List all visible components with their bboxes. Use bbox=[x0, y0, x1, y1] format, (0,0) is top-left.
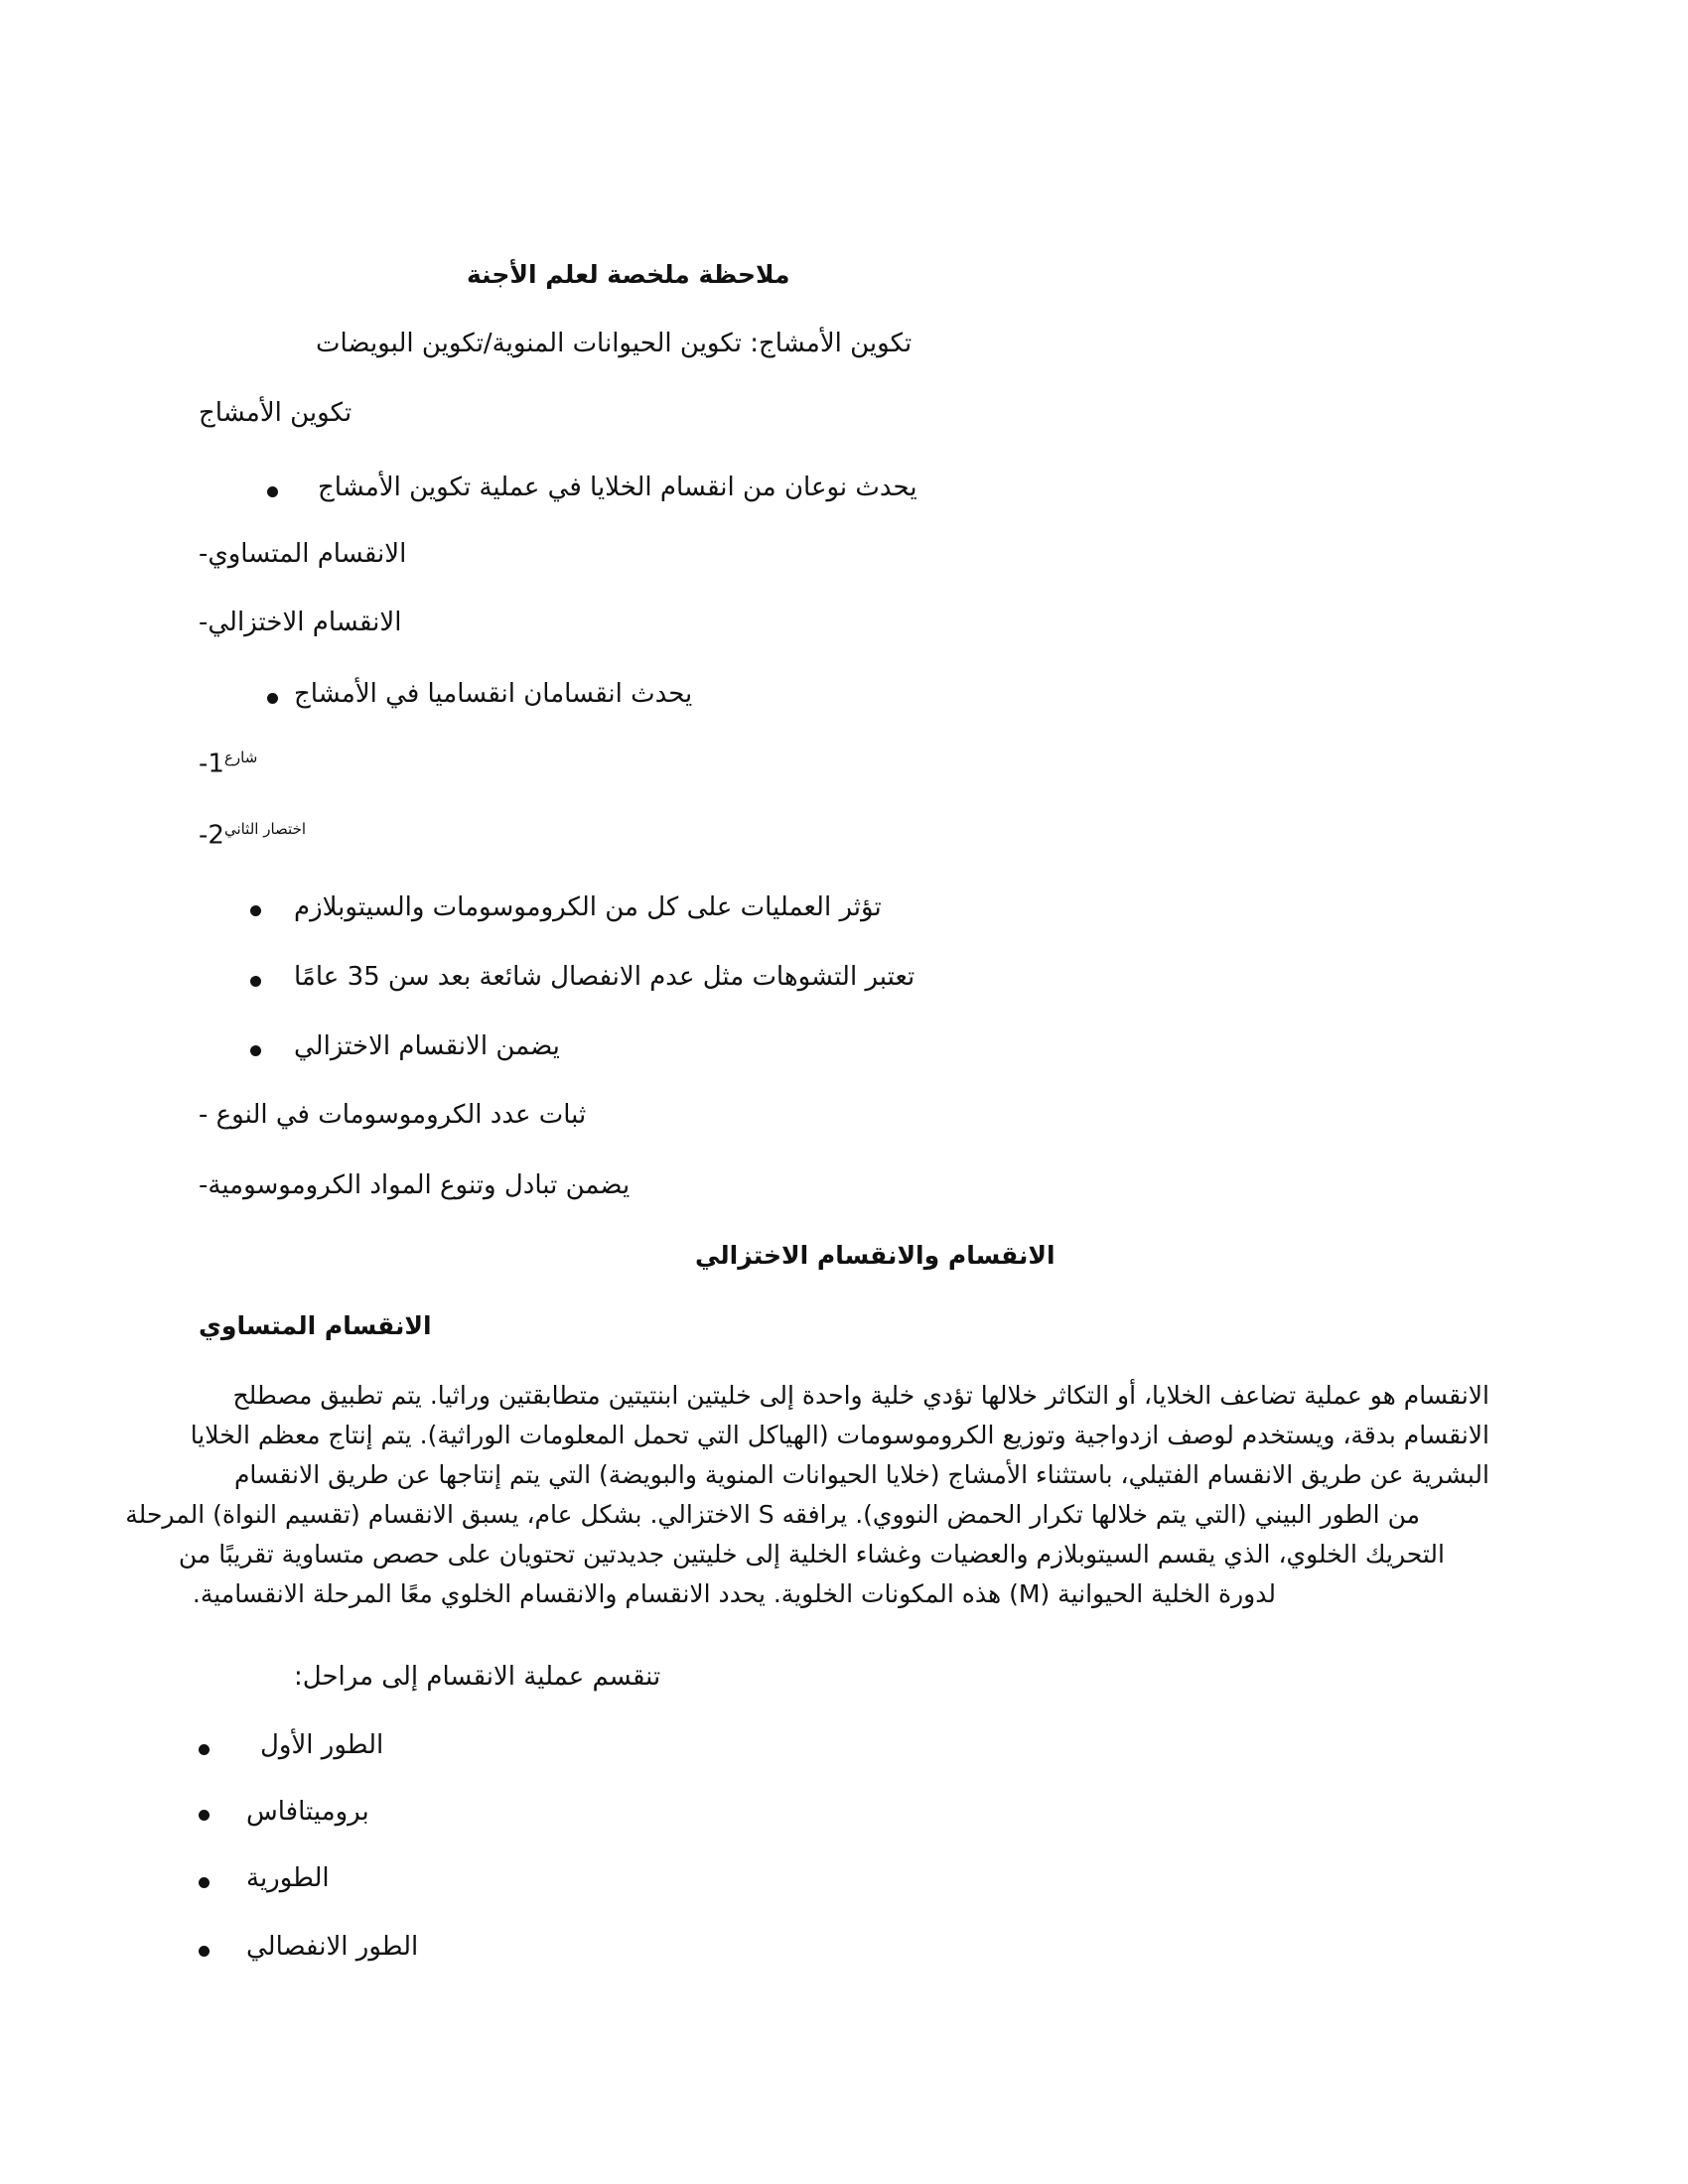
phase-item: الطورية bbox=[246, 1863, 330, 1893]
paragraph-line: البشرية عن طريق الانقسام الفتيلي، باستثناء الأمشاج (خلايا الحيوانات المنوية والبويضة) التي يتم إنتاجها عن طريق الانقسام bbox=[233, 1460, 1489, 1489]
bullet-icon bbox=[250, 976, 261, 987]
bullet-icon bbox=[250, 1045, 261, 1056]
paragraph-line: لدورة الخلية الحيوانية (M) هذه المكونات الخلوية. يحدد الانقسام والانقسام الخلوي معًا المرحلة الانقسامية. bbox=[192, 1579, 1276, 1608]
numbered-item-2 bbox=[199, 820, 306, 852]
item-constancy: ثبات عدد الكروموسومات في النوع - bbox=[199, 1100, 587, 1130]
bullet-icon bbox=[267, 486, 278, 497]
bullet-two-types-text: يحدث نوعان من انقسام الخلايا في عملية تكوين الأمشاج bbox=[318, 473, 917, 502]
bullet-icon bbox=[267, 693, 278, 704]
item-2-number: -2 bbox=[199, 820, 224, 851]
bullet-icon bbox=[199, 1810, 210, 1821]
paragraph-line: من الطور البيني (التي يتم خلالها تكرار الحمض النووي). يرافقه S الاختزالي. بشكل عام، يسبق الانقسام (تقسيم النواة) المرحلة bbox=[125, 1500, 1420, 1529]
bullet-icon bbox=[199, 1744, 210, 1755]
bullet-anomalies-text: تعتبر التشوهات مثل عدم الانفصال شائعة بعد سن 35 عامًا bbox=[294, 962, 915, 992]
bullet-processes-text: تؤثر العمليات على كل من الكروموسومات والسيتوبلازم bbox=[294, 892, 882, 922]
phase-item: الطور الأول bbox=[260, 1730, 384, 1760]
item-exchange: يضمن تبادل وتنوع المواد الكروموسومية- bbox=[199, 1170, 631, 1200]
paragraph-line: الانقسام بدقة، ويستخدم لوصف ازدواجية وتوزيع الكروموسومات (الهياكل التي تحمل المعلومات الوراثية). يتم إنتاج معظم الخلايا bbox=[190, 1421, 1489, 1449]
item-1-superscript: شارع bbox=[223, 749, 258, 766]
item-mitosis: الانقسام المتساوي- bbox=[199, 539, 407, 569]
numbered-item-1 bbox=[199, 749, 257, 780]
bullet-icon bbox=[199, 1946, 210, 1957]
item-2-superscript: اختصار الثاني bbox=[223, 820, 307, 838]
section-heading: الانقسام والانقسام الاختزالي bbox=[695, 1241, 1055, 1270]
bullet-two-divisions-text: يحدث انقسامان انقساميا في الأمشاج bbox=[294, 679, 693, 709]
paragraph-line: الانقسام هو عملية تضاعف الخلايا، أو التكاثر خلالها تؤدي خلية واحدة إلى خليتين ابنتيتين متطابقتين وراثيا. يتم تطبيق مصطلح bbox=[232, 1381, 1489, 1410]
page-title: ملاحظة ملخصة لعلم الأجنة bbox=[467, 260, 790, 289]
phases-intro: تنقسم عملية الانقسام إلى مراحل: bbox=[294, 1662, 661, 1692]
gametogenesis-heading: تكوين الأمشاج bbox=[199, 398, 352, 428]
item-1-number: -1 bbox=[199, 749, 224, 779]
bullet-icon bbox=[199, 1877, 210, 1888]
phase-item: بروميتافاس bbox=[246, 1797, 369, 1827]
subtitle: تكوين الأمشاج: تكوين الحيوانات المنوية/تكوين البويضات bbox=[316, 329, 913, 358]
item-meiosis: الانقسام الاختزالي- bbox=[199, 608, 402, 637]
phase-item: الطور الانفصالي bbox=[246, 1932, 419, 1962]
bullet-icon bbox=[250, 905, 261, 916]
bullet-ensures-text: يضمن الانقسام الاختزالي bbox=[294, 1031, 560, 1061]
subsection-heading: الانقسام المتساوي bbox=[199, 1311, 432, 1340]
mitosis-paragraph bbox=[125, 1376, 1489, 1614]
paragraph-line: التحريك الخلوي، الذي يقسم السيتوبلازم والعضيات وغشاء الخلية إلى خليتين جديدتين تحتويان على حصص متساوية تقريبًا من bbox=[178, 1540, 1445, 1569]
